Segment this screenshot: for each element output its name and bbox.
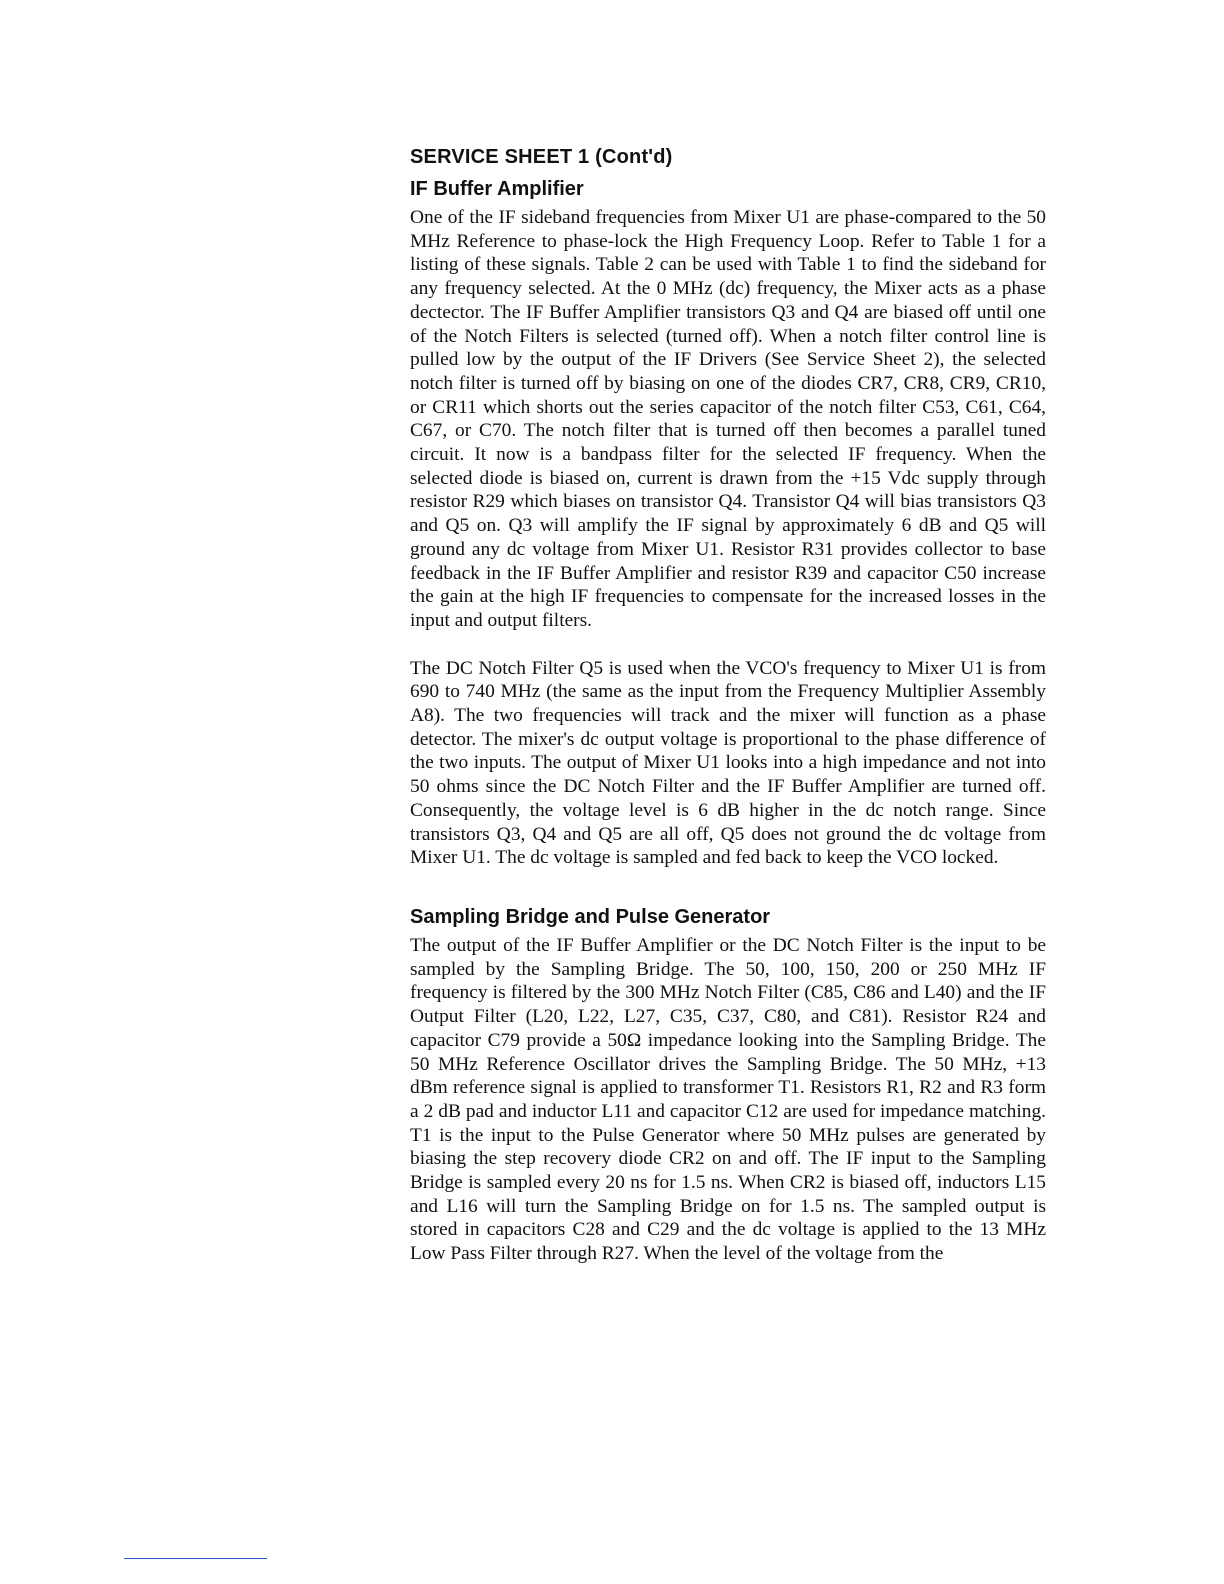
section-sampling-bridge [410,904,1046,1266]
footnote-rule [124,1558,267,1559]
section-heading: IF Buffer Amplifier [410,178,584,200]
text-column [410,144,1046,1266]
section-heading: Sampling Bridge and Pulse Generator [410,905,771,928]
body-paragraph: One of the IF sideband frequencies from Mixer U1 are phase-compared to the 50 MHz Reference to phase-lock the High Frequency Loop. Refer to Table 1 for a listing of these signals. Table 2 can be used with Table 1 to find the sideband for any frequency selected. At the 0 MHz (dc) frequency, the Mixer acts as a phase dectector. The IF Buffer Amplifier transistors Q3 and Q4 are biased off until one of the Notch Filters is selected (turned off). When a notch filter control line is pulled low by the output of the IF Drivers (See Service Sheet 2), the selected notch filter is turned off by biasing on one of the diodes CR7, CR8, CR9, CR10, or CR11 which shorts out the series capacitor of the notch filter C53, C61, C64, C67, or C70. The notch filter that is turned off then becomes a parallel tuned circuit. It now is a bandpass filter for the selected IF frequency. When the selected diode is biased on, current is drawn from the +15 Vdc supply through resistor R29 which biases on transistor Q4. Transistor Q4 will bias transistors Q3 and Q5 on. Q3 will amplify the IF signal by approximately 6 dB and Q5 will ground any dc voltage from Mixer U1. Resistor R31 provides collector to base feedback in the IF Buffer Amplifier and resistor R39 and capacitor C50 increase the gain at the high IF frequencies to compensate for the increased losses in the input and output filters. [410,207,1046,631]
body-paragraph: The output of the IF Buffer Amplifier or the DC Notch Filter is the input to be sampled by the Sampling Bridge. The 50, 100, 150, 200 or 250 MHz IF frequency is filtered by the 300 MHz Notch Filter (C85, C86 and L40) and the IF Output Filter (L20, L22, L27, C35, C37, C80, and C81). Resistor R24 and capacitor C79 provide a 50Ω impedance looking into the Sampling Bridge. The 50 MHz Reference Oscillator drives the Sampling Bridge. The 50 MHz, +13 dBm reference signal is applied to transformer T1. Resistors R1, R2 and R3 form a 2 dB pad and inductor L11 and capacitor C12 are used for impedance matching. T1 is the input to the Pulse Generator where 50 MHz pulses are generated by biasing the step recovery diode CR2 on and off. The IF input to the Sampling Bridge is sampled every 20 ns for 1.5 ns. When CR2 is biased off, inductors L15 and L16 will turn the Sampling Bridge on for 1.5 ns. The sampled output is stored in capacitors C28 and C29 and the dc voltage is applied to the 13 MHz Low Pass Filter through R27. When the level of the voltage from the [410,934,1046,1265]
section-if-buffer-amplifier [410,176,1046,870]
sheet-title: SERVICE SHEET 1 (Cont'd) [410,146,673,168]
body-paragraph: The DC Notch Filter Q5 is used when the VCO's frequency to Mixer U1 is from 690 to 740 MHz (the same as the input from the Frequency Multiplier Assembly A8). The two frequencies will track and the mixer will function as a phase detector. The mixer's dc output voltage is proportional to the phase difference of the two inputs. The output of Mixer U1 looks into a high impedance and not into 50 ohms since the DC Notch Filter and the IF Buffer Amplifier are turned off. Consequently, the voltage level is 6 dB higher in the dc notch range. Since transistors Q3, Q4 and Q5 are all off, Q5 does not ground the dc voltage from Mixer U1. The dc voltage is sampled and fed back to keep the VCO locked. [410,657,1046,869]
